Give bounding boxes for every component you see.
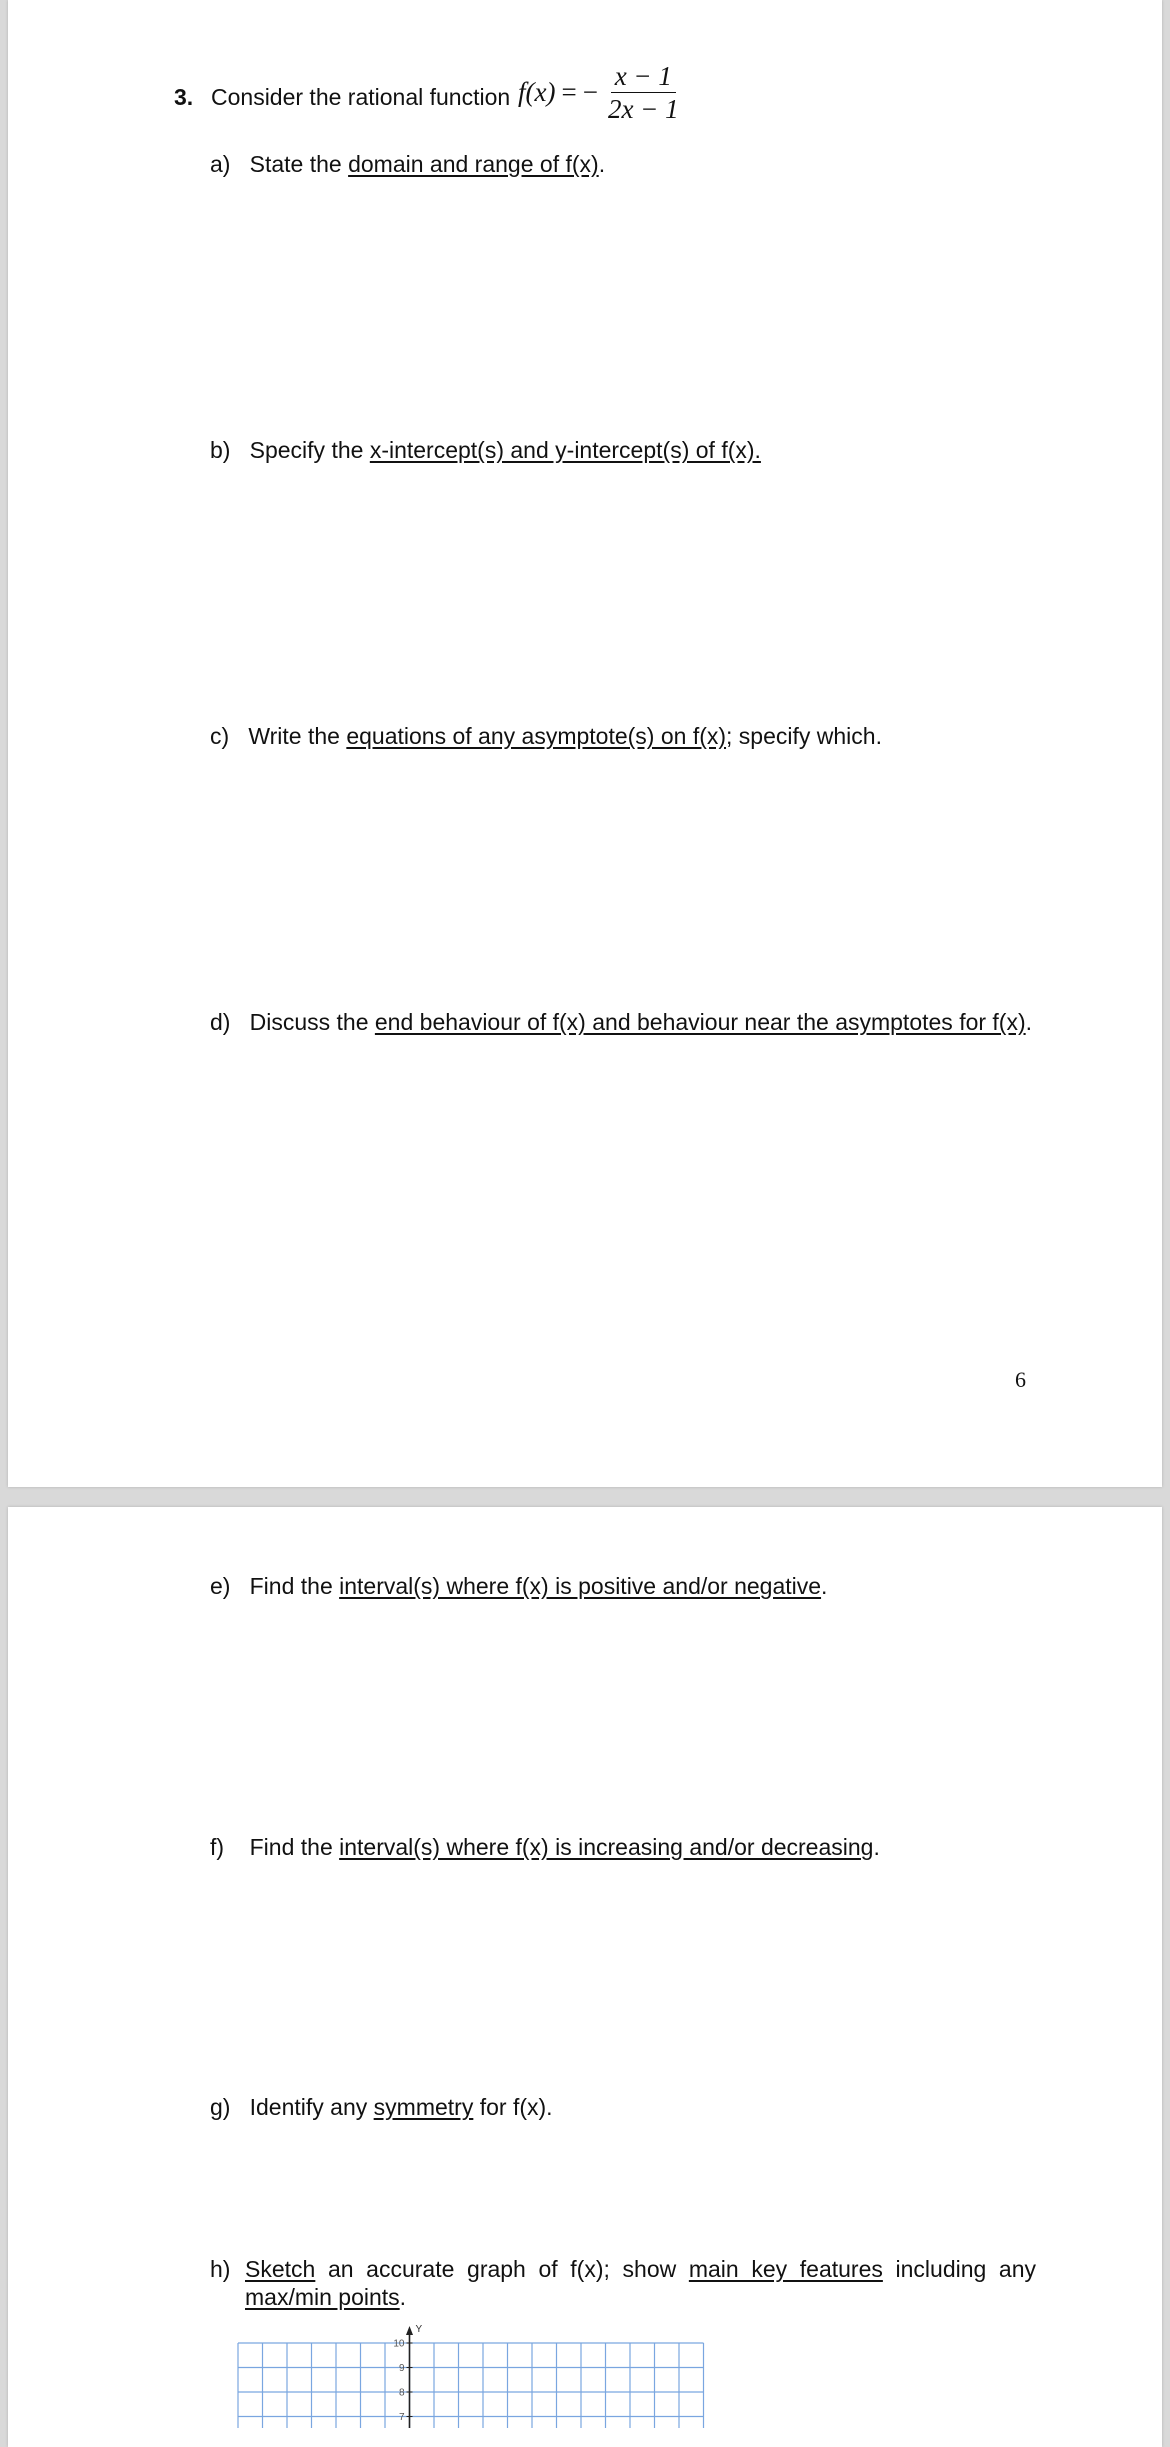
fraction-denominator: 2x − 1 [607, 94, 679, 124]
part-f-label: f) [210, 1834, 225, 1860]
y-tick-label: 8 [398, 2387, 405, 2399]
part-a-label: a) [210, 151, 231, 177]
page-number: 6 [1015, 1367, 1026, 1392]
part-b [210, 436, 761, 464]
part-g-label: g) [210, 2094, 231, 2120]
question-intro: Consider the rational function [211, 84, 511, 110]
part-e-key-phrase: interval(s) where f(x) is positive and/or negative [339, 1573, 822, 1599]
part-h-text-2: including any [895, 2256, 1037, 2282]
part-e [210, 1572, 827, 1600]
part-g-key-phrase: symmetry [373, 2094, 474, 2120]
part-e-text: Find the [249, 1573, 333, 1599]
part-h-key-phrase-features: main key features [688, 2256, 883, 2282]
equals-sign: = [561, 77, 577, 107]
part-c-text: Write the [248, 723, 340, 749]
worksheet-page-1 [8, 0, 1162, 1487]
y-tick-label: 9 [398, 2363, 405, 2374]
part-f-text: Find the [249, 1834, 333, 1860]
part-d-post: . [1025, 1009, 1033, 1035]
graph-grid [236, 2316, 716, 2428]
part-a [210, 150, 605, 178]
y-axis [393, 2324, 422, 2428]
part-c-post: ; specify which. [726, 723, 882, 749]
part-d [210, 1008, 1032, 1036]
part-a-key-phrase: domain and range of f(x) [348, 151, 599, 177]
function-lhs: f(x) [518, 77, 556, 107]
grid-lines [238, 2343, 704, 2428]
part-a-post: . [598, 151, 606, 177]
y-tick-label: 10 [393, 2338, 405, 2350]
part-h-text [245, 2255, 1036, 2311]
part-g [210, 2093, 553, 2121]
part-f-post: . [873, 1834, 880, 1860]
function-expression [518, 62, 683, 123]
part-h-post: . [399, 2284, 407, 2310]
part-h [210, 2255, 1036, 2311]
y-axis-arrow-icon [406, 2326, 413, 2335]
fraction-numerator: x − 1 [611, 62, 676, 93]
part-h-key-phrase-maxmin: max/min points [245, 2284, 400, 2310]
y-tick-label: 7 [398, 2412, 405, 2423]
part-b-key-phrase: x-intercept(s) and y-intercept(s) of f(x). [369, 437, 761, 463]
part-f [210, 1833, 880, 1861]
y-axis-label: Y [415, 2324, 423, 2335]
part-g-post: for f(x). [479, 2094, 553, 2120]
part-a-text: State the [249, 151, 342, 177]
part-c-label: c) [210, 723, 230, 749]
question-number: 3. [174, 84, 194, 110]
function-fraction [604, 62, 683, 123]
minus-sign: − [582, 77, 598, 107]
part-d-text: Discuss the [249, 1009, 369, 1035]
part-d-key-phrase: end behaviour of f(x) and behaviour near the asymptotes for f(x) [374, 1009, 1026, 1035]
part-e-label: e) [210, 1573, 231, 1599]
part-b-label: b) [210, 437, 231, 463]
part-b-text: Specify the [249, 437, 364, 463]
part-f-key-phrase: interval(s) where f(x) is increasing and/or decreasing [339, 1834, 874, 1860]
part-c [210, 722, 882, 750]
part-h-text-1: an accurate graph of f(x); show [327, 2256, 677, 2282]
part-d-label: d) [210, 1009, 231, 1035]
part-e-post: . [821, 1573, 828, 1599]
part-c-key-phrase: equations of any asymptote(s) on f(x) [346, 723, 727, 749]
part-h-label: h) [210, 2256, 231, 2282]
part-h-key-phrase-sketch: Sketch [245, 2256, 316, 2282]
part-g-text: Identify any [249, 2094, 368, 2120]
